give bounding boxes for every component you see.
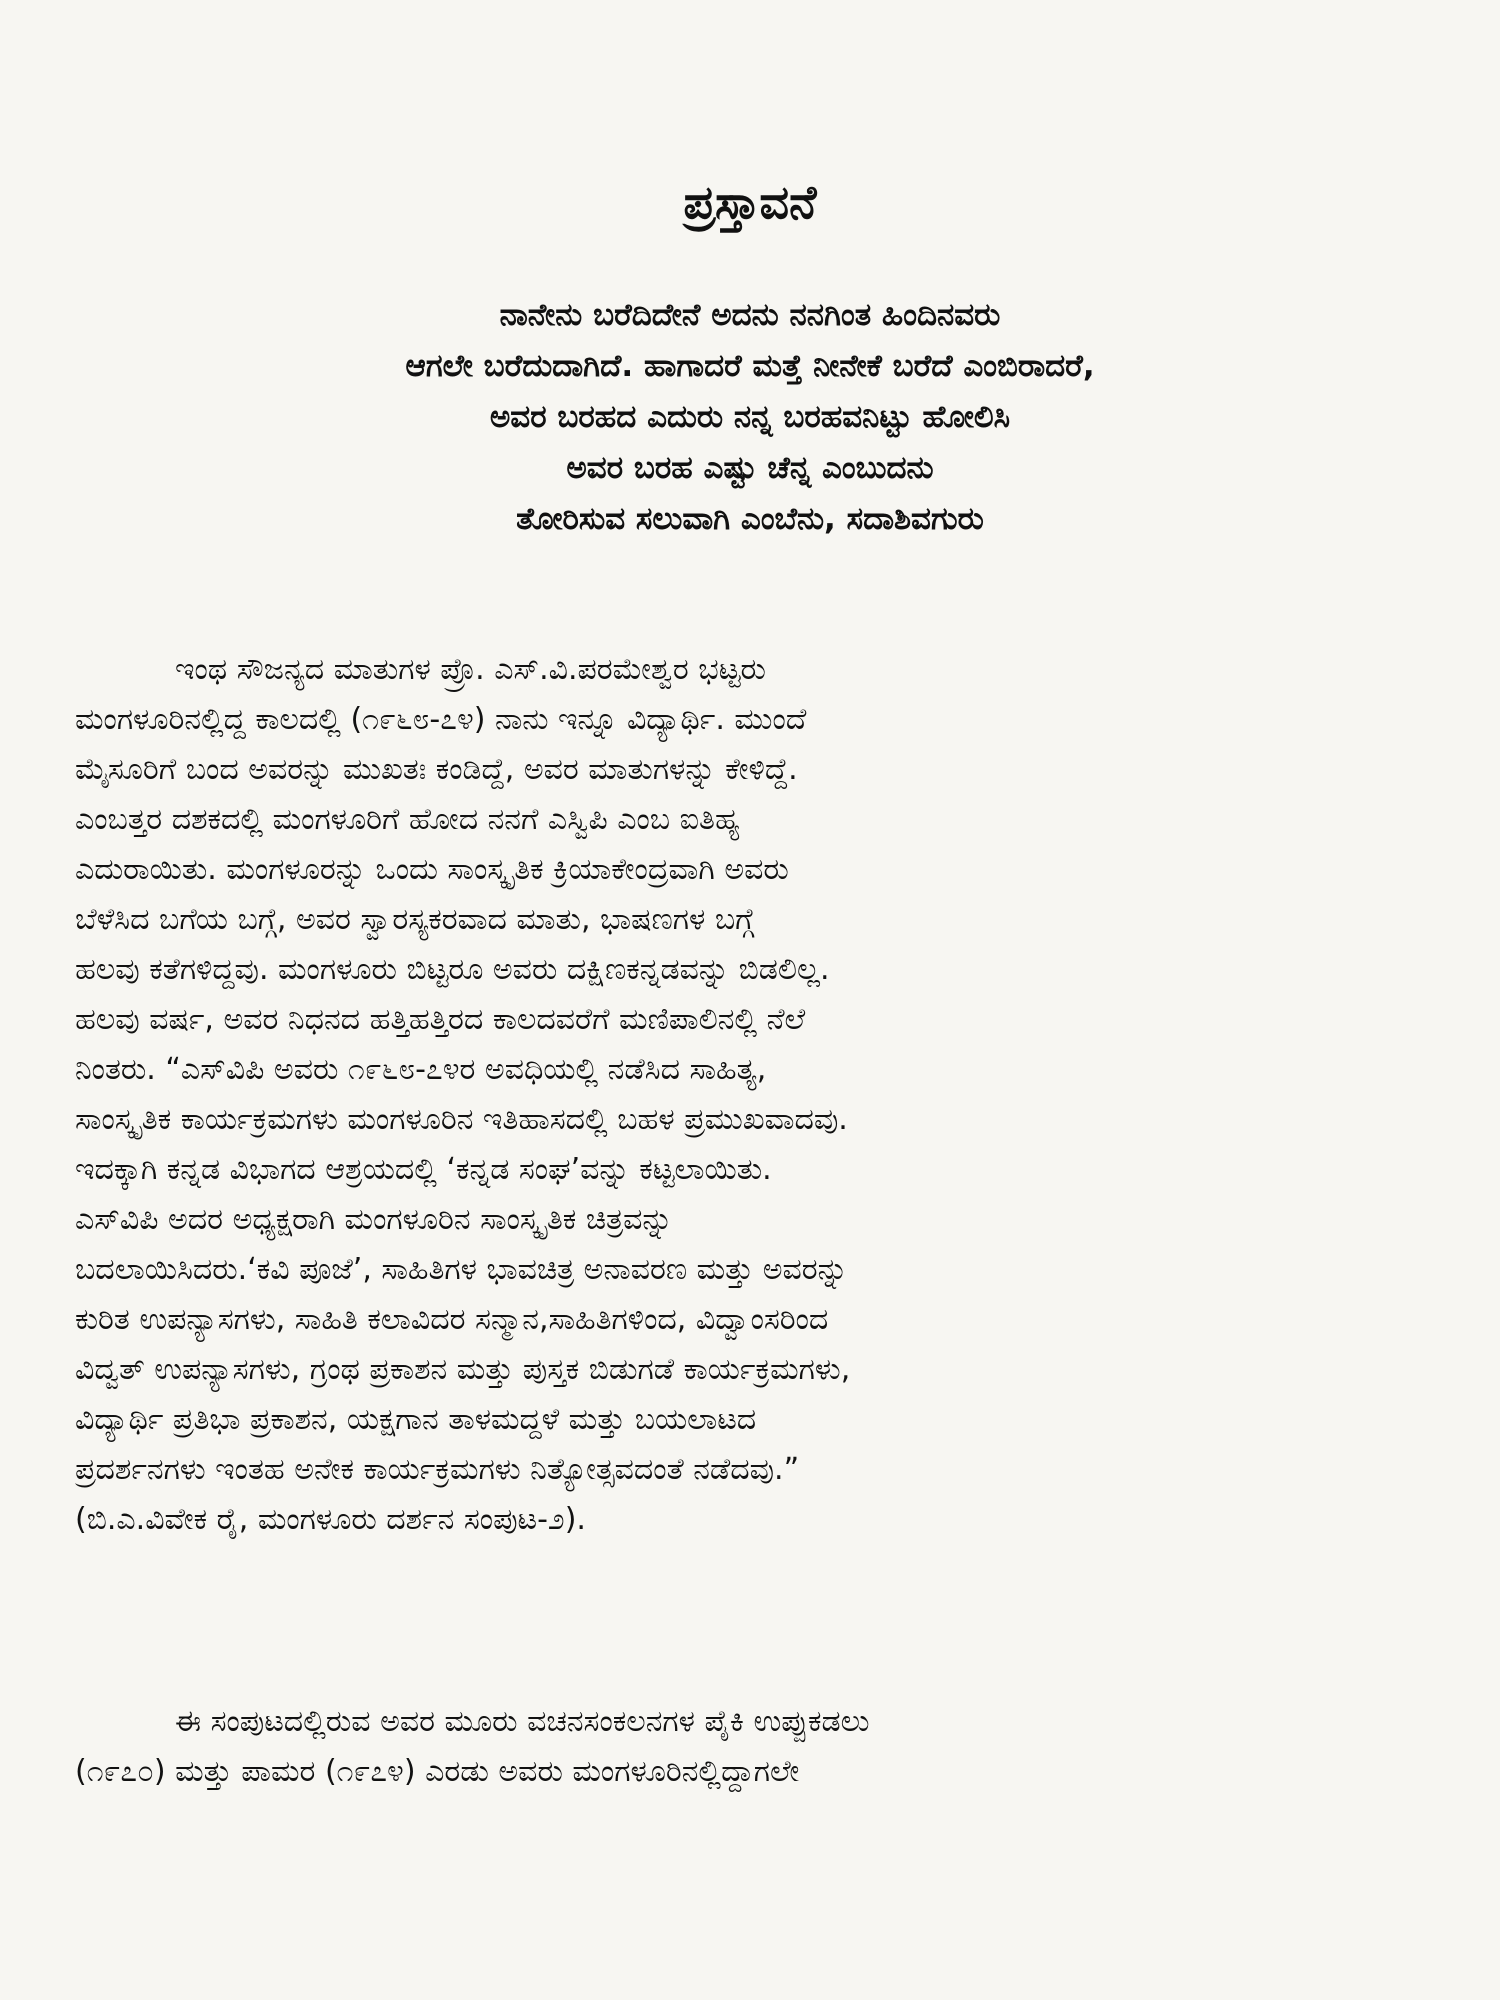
paragraph-line: ಎಂಬತ್ತರ ದಶಕದಲ್ಲಿ ಮಂಗಳೂರಿಗೆ ಹೋದ ನನಗೆ ಎಸ್ವಿಪಿ ಎಂಬ ಐತಿಹ್ಯ	[75, 802, 740, 837]
paragraph-line: ಇದಕ್ಕಾಗಿ ಕನ್ನಡ ವಿಭಾಗದ ಆಶ್ರಯದಲ್ಲಿ ‘ಕನ್ನಡ ಸಂಘ’ವನ್ನು ಕಟ್ಟಲಾಯಿತು.	[75, 1152, 772, 1187]
epigraph-line: ತೋರಿಸುವ ಸಲುವಾಗಿ ಎಂಬೆನು, ಸದಾಶಿವಗುರು	[516, 501, 984, 537]
paragraph-line: ಎದುರಾಯಿತು. ಮಂಗಳೂರನ್ನು ಒಂದು ಸಾಂಸ್ಕೃತಿಕ ಕ್ರಿಯಾಕೇಂದ್ರವಾಗಿ ಅವರು	[75, 852, 789, 887]
paragraph-2	[75, 1697, 1395, 1797]
paragraph-line: ಈ ಸಂಪುಟದಲ್ಲಿರುವ ಅವರ ಮೂರು ವಚನಸಂಕಲನಗಳ ಪೈಕಿ ಉಪ್ಪುಕಡಲು	[175, 1704, 870, 1739]
paragraph-line: (ಬಿ.ಎ.ವಿವೇಕ ರೈ, ಮಂಗಳೂರು ದರ್ಶನ ಸಂಪುಟ-೨).	[75, 1502, 586, 1537]
paragraph-line: ವಿದ್ವತ್ ಉಪನ್ಯಾಸಗಳು, ಗ್ರಂಥ ಪ್ರಕಾಶನ ಮತ್ತು ಪುಸ್ತಕ ಬಿಡುಗಡೆ ಕಾರ್ಯಕ್ರಮಗಳು,	[75, 1352, 851, 1387]
epigraph-line: ಆಗಲೇ ಬರೆದುದಾಗಿದೆ. ಹಾಗಾದರೆ ಮತ್ತೆ ನೀನೇಕೆ ಬರೆದೆ ಎಂಬಿರಾದರೆ,	[405, 348, 1095, 384]
paragraph-line: ಬೆಳೆಸಿದ ಬಗೆಯ ಬಗ್ಗೆ, ಅವರ ಸ್ವಾರಸ್ಯಕರವಾದ ಮಾತು, ಭಾಷಣಗಳ ಬಗ್ಗೆ	[75, 902, 755, 937]
paragraph-line: ಸಾಂಸ್ಕೃತಿಕ ಕಾರ್ಯಕ್ರಮಗಳು ಮಂಗಳೂರಿನ ಇತಿಹಾಸದಲ್ಲಿ ಬಹಳ ಪ್ರಮುಖವಾದವು.	[75, 1102, 848, 1137]
paragraph-line: ಪ್ರದರ್ಶನಗಳು ಇಂತಹ ಅನೇಕ ಕಾರ್ಯಕ್ರಮಗಳು ನಿತ್ಯೋತ್ಸವದಂತೆ ನಡೆದವು.”	[75, 1452, 800, 1487]
paragraph-line: ಬದಲಾಯಿಸಿದರು.‘ಕವಿ ಪೂಜೆ’, ಸಾಹಿತಿಗಳ ಭಾವಚಿತ್ರ ಅನಾವರಣ ಮತ್ತು ಅವರನ್ನು	[75, 1252, 848, 1287]
paragraph-line: ಎಸ್‌ವಿಪಿ ಅದರ ಅಧ್ಯಕ್ಷರಾಗಿ ಮಂಗಳೂರಿನ ಸಾಂಸ್ಕೃತಿಕ ಚಿತ್ರವನ್ನು	[75, 1202, 673, 1237]
paragraph-line: ಇಂಥ ಸೌಜನ್ಯದ ಮಾತುಗಳ ಪ್ರೊ. ಎಸ್.ವಿ.ಪರಮೇಶ್ವರ ಭಟ್ಟರು	[175, 652, 766, 687]
paragraph-line: ಮಂಗಳೂರಿನಲ್ಲಿದ್ದ ಕಾಲದಲ್ಲಿ (೧೯೬೮-೭೪) ನಾನು ಇನ್ನೂ ವಿದ್ಯಾರ್ಥಿ. ಮುಂದೆ	[75, 702, 807, 737]
paragraph-1	[75, 645, 1395, 1545]
paragraph-line: ನಿಂತರು. “ಎಸ್‌ವಿಪಿ ಅವರು ೧೯೬೮-೭೪ರ ಅವಧಿಯಲ್ಲಿ ನಡೆಸಿದ ಸಾಹಿತ್ಯ,	[75, 1052, 767, 1087]
paragraph-line: ಕುರಿತ ಉಪನ್ಯಾಸಗಳು, ಸಾಹಿತಿ ಕಲಾವಿದರ ಸನ್ಮಾನ,ಸಾಹಿತಿಗಳಿಂದ, ವಿದ್ವಾಂಸರಿಂದ	[75, 1302, 829, 1337]
paragraph-line: ಹಲವು ಕತೆಗಳಿದ್ದವು. ಮಂಗಳೂರು ಬಿಟ್ಟರೂ ಅವರು ದಕ್ಷಿಣಕನ್ನಡವನ್ನು ಬಿಡಲಿಲ್ಲ.	[75, 952, 830, 987]
epigraph-line: ನಾನೇನು ಬರೆದಿದೇನೆ ಅದನು ನನಗಿಂತ ಹಿಂದಿನವರು	[499, 297, 1001, 333]
paragraph-line: ವಿದ್ಯಾರ್ಥಿ ಪ್ರತಿಭಾ ಪ್ರಕಾಶನ, ಯಕ್ಷಗಾನ ತಾಳಮದ್ದಳೆ ಮತ್ತು ಬಯಲಾಟದ	[75, 1402, 757, 1437]
paragraph-line: ಹಲವು ವರ್ಷ, ಅವರ ನಿಧನದ ಹತ್ತಿಹತ್ತಿರದ ಕಾಲದವರೆಗೆ ಮಣಿಪಾಲಿನಲ್ಲಿ ನೆಲೆ	[75, 1002, 806, 1037]
epigraph-line: ಅವರ ಬರಹದ ಎದುರು ನನ್ನ ಬರಹವನಿಟ್ಟು ಹೋಲಿಸಿ	[489, 399, 1011, 435]
paragraph-line: (೧೯೭೦) ಮತ್ತು ಪಾಮರ (೧೯೭೪) ಎರಡು ಅವರು ಮಂಗಳೂರಿನಲ್ಲಿದ್ದಾಗಲೇ	[75, 1754, 800, 1789]
paragraph-line: ಮೈಸೂರಿಗೆ ಬಂದ ಅವರನ್ನು ಮುಖತಃ ಕಂಡಿದ್ದೆ, ಅವರ ಮಾತುಗಳನ್ನು ಕೇಳಿದ್ದೆ.	[75, 752, 798, 787]
page-title: ಪ್ರಸ್ತಾವನೆ	[683, 175, 817, 229]
epigraph-line: ಅವರ ಬರಹ ಎಷ್ಟು ಚೆನ್ನ ಎಂಬುದನು	[566, 450, 934, 486]
epigraph	[0, 290, 1500, 545]
